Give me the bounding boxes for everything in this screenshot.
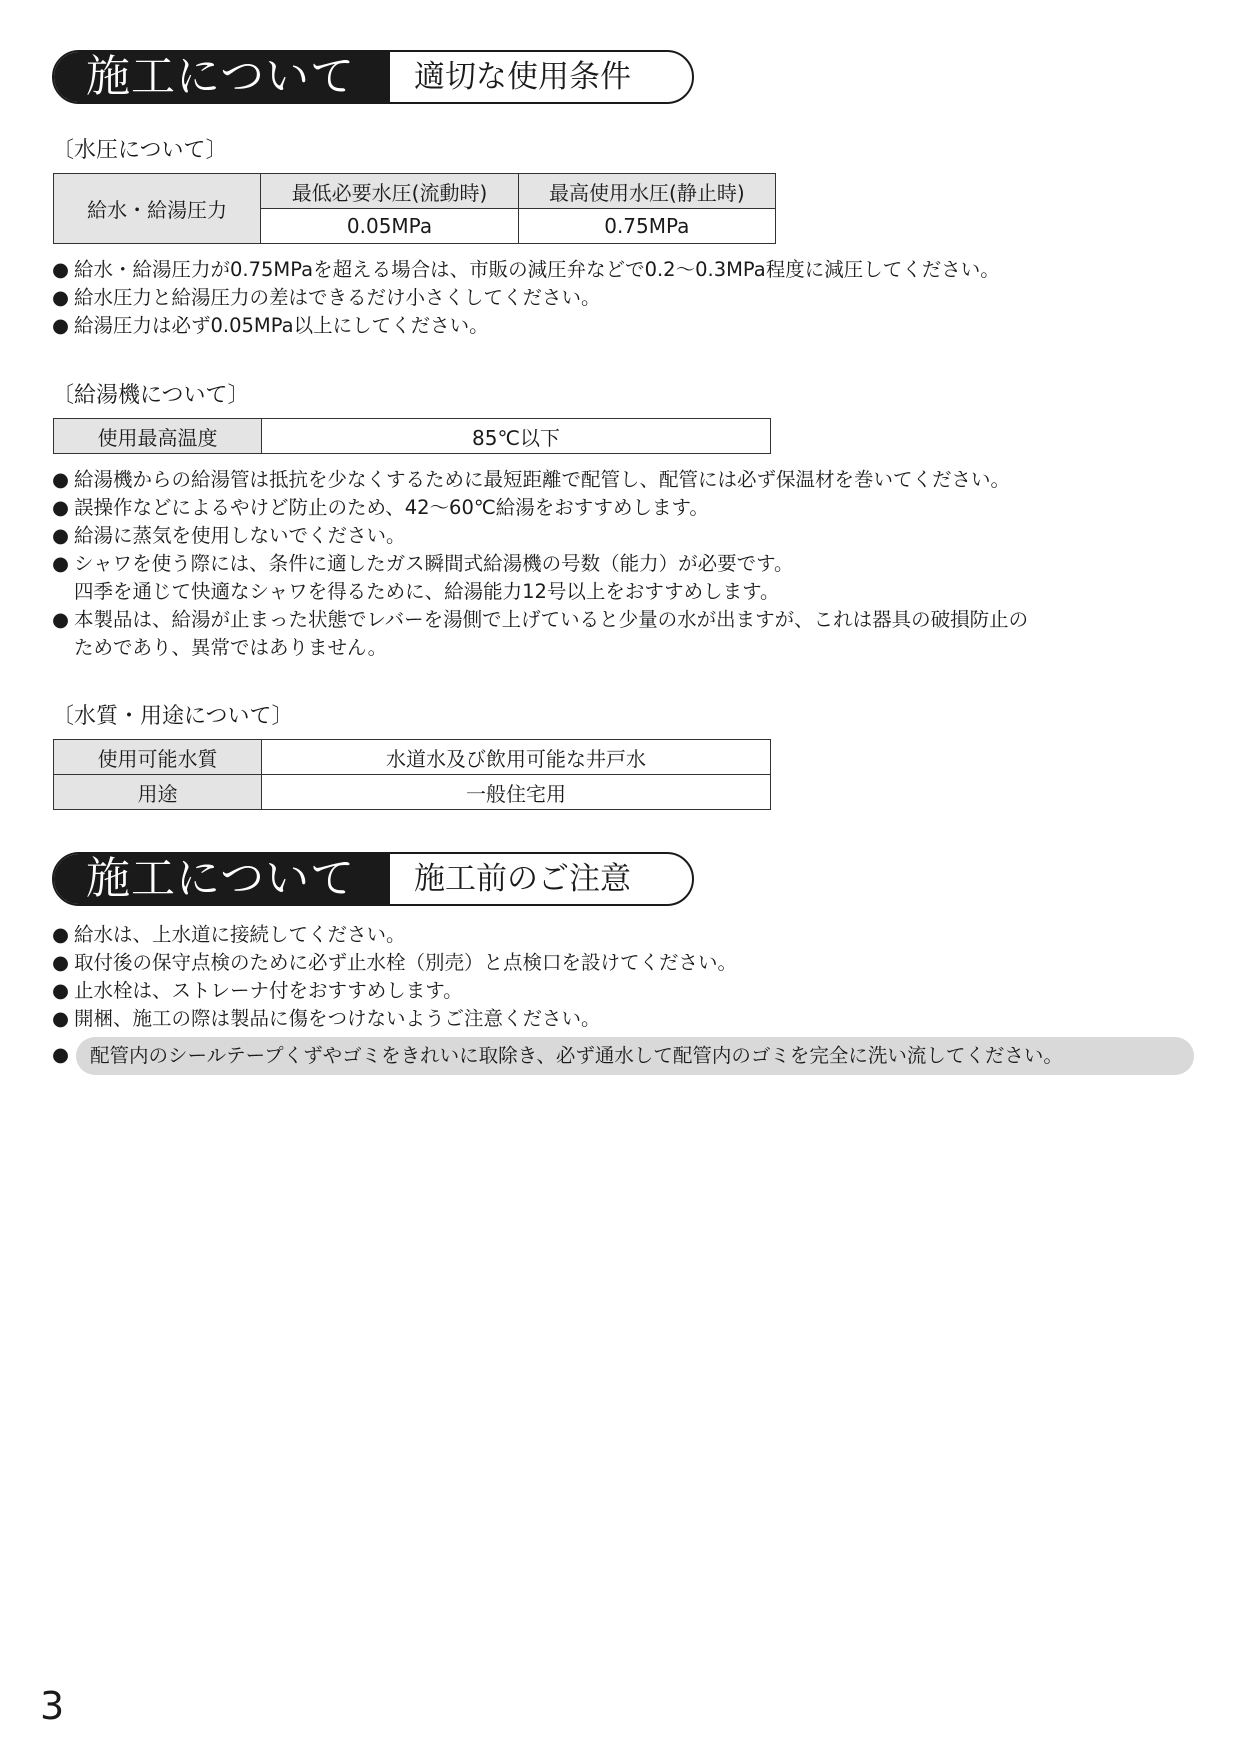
note-item: ● 開梱、施工の際は製品に傷をつけないようご注意ください。: [52, 1005, 737, 1033]
bullet-icon: ●: [52, 979, 70, 1002]
bullet-icon: ●: [52, 314, 70, 337]
note-continuation: 四季を通じて快適なシャワを得るために、給湯能力12号以上をおすすめします。: [74, 580, 780, 603]
page-number: 3: [40, 1684, 65, 1728]
section-header-pre-installation: [52, 852, 694, 906]
precaution-notes: [52, 921, 737, 1033]
water-pressure-table: [53, 173, 776, 244]
bullet-icon: ●: [52, 286, 70, 309]
bullet-icon: ●: [52, 524, 70, 547]
usage-label: 用途: [54, 775, 262, 810]
water-heater-notes: [52, 466, 1028, 662]
bullet-icon: ●: [52, 1043, 70, 1066]
water-quality-table: [53, 739, 771, 810]
section-subtitle: 施工前のご注意: [390, 854, 692, 904]
note-item: ● 止水栓は、ストレーナ付をおすすめします。: [52, 977, 737, 1005]
highlighted-note: [52, 1037, 1142, 1075]
note-item: ● 給水圧力と給湯圧力の差はできるだけ小さくしてください。: [52, 284, 1000, 312]
water-quality-value: 水道水及び飲用可能な井戸水: [262, 740, 771, 775]
note-item: ● 本製品は、給湯が止まった状態でレバーを湯側で上げていると少量の水が出ますが、これは器具の破損防止の: [52, 606, 1028, 634]
min-pressure-header: 最低必要水圧(流動時): [261, 174, 518, 209]
max-pressure-header: 最高使用水圧(静止時): [518, 174, 775, 209]
bullet-icon: ●: [52, 1007, 70, 1030]
note-item: ● 給湯に蒸気を使用しないでください。: [52, 522, 1028, 550]
pressure-row-label: 給水・給湯圧力: [54, 174, 261, 244]
min-pressure-value: 0.05MPa: [261, 209, 518, 244]
max-pressure-value: 0.75MPa: [518, 209, 775, 244]
bullet-icon: ●: [52, 496, 70, 519]
note-item: ● 取付後の保守点検のために必ず止水栓（別売）と点検口を設けてください。: [52, 949, 737, 977]
section-header-usage-conditions: [52, 50, 694, 104]
water-pressure-heading: 〔水圧について〕: [52, 138, 228, 163]
water-quality-label: 使用可能水質: [54, 740, 262, 775]
bullet-icon: ●: [52, 258, 70, 281]
bullet-icon: ●: [52, 552, 70, 575]
max-temp-value: 85℃以下: [262, 419, 771, 454]
water-heater-heading: 〔給湯機について〕: [52, 383, 250, 408]
usage-value: 一般住宅用: [262, 775, 771, 810]
bullet-icon: ●: [52, 608, 70, 631]
note-item: ● シャワを使う際には、条件に適したガス瞬間式給湯機の号数（能力）が必要です。: [52, 550, 1028, 578]
note-item: ● 給湯圧力は必ず0.05MPa以上にしてください。: [52, 312, 1000, 340]
bullet-icon: ●: [52, 468, 70, 491]
water-pressure-notes: [52, 256, 1000, 340]
section-title: 施工について: [54, 52, 390, 102]
note-item: ● 給水は、上水道に接続してください。: [52, 921, 737, 949]
section-subtitle: 適切な使用条件: [390, 52, 692, 102]
highlighted-note-text: 配管内のシールテープくずやゴミをきれいに取除き、必ず通水して配管内のゴミを完全に洗い流してください。: [76, 1037, 1194, 1075]
section-title: 施工について: [54, 854, 390, 904]
note-item: ● 誤操作などによるやけど防止のため、42～60℃給湯をおすすめします。: [52, 494, 1028, 522]
note-item: ● 給水・給湯圧力が0.75MPaを超える場合は、市販の減圧弁などで0.2～0.3MPa程度に減圧してください。: [52, 256, 1000, 284]
bullet-icon: ●: [52, 951, 70, 974]
note-item: ● 給湯機からの給湯管は抵抗を少なくするために最短距離で配管し、配管には必ず保温材を巻いてください。: [52, 466, 1028, 494]
bullet-icon: ●: [52, 923, 70, 946]
water-quality-heading: 〔水質・用途について〕: [52, 704, 294, 729]
note-continuation: ためであり、異常ではありません。: [74, 636, 388, 659]
max-temp-label: 使用最高温度: [54, 419, 262, 454]
water-heater-table: [53, 418, 771, 454]
